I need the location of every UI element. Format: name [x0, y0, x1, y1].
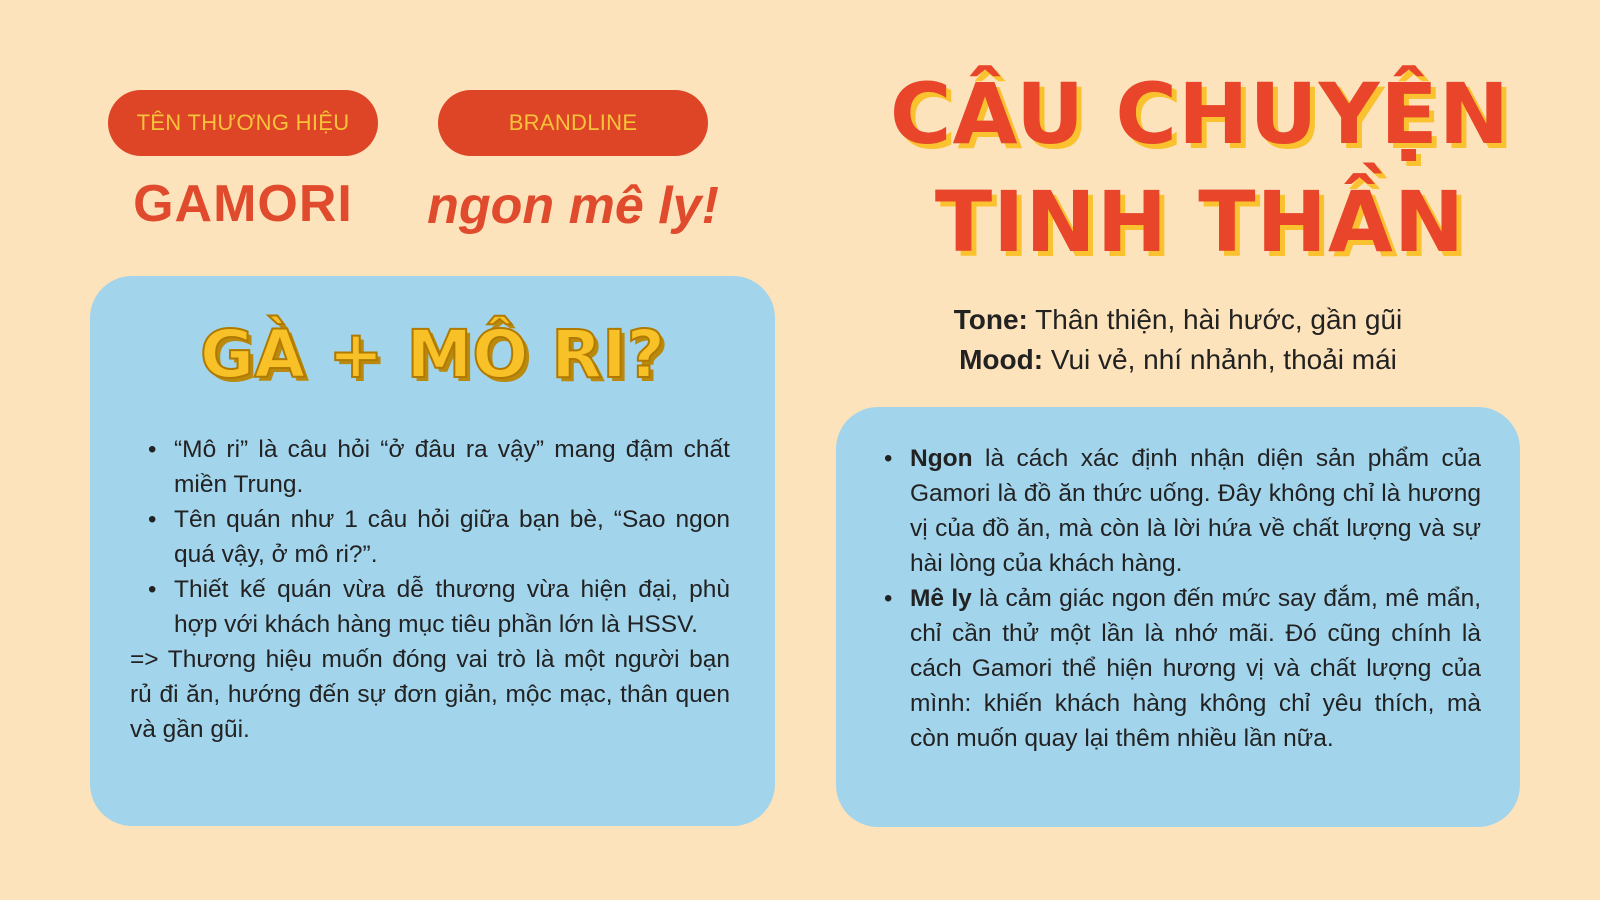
name-origin-list	[130, 432, 730, 642]
mood-value: Vui vẻ, nhí nhảnh, thoải mái	[1043, 344, 1397, 375]
brandline-meaning-list	[866, 441, 1481, 756]
story-title-line-2: TINH THẦN	[934, 173, 1466, 271]
term-me-ly-text: là cảm giác ngon đến mức say đắm, mê mẩn, chỉ cần thử một lần là nhớ mãi. Đó cũng chính là cách Gamori thể hiện hương vị và chất lượng của mình: khiến khách hàng không chỉ yêu thích, mà còn muốn quay lại thêm nhiều lần nữa.	[910, 585, 1481, 752]
mood-label: Mood:	[959, 344, 1044, 375]
name-origin-title: GÀ + MÔ RI?	[200, 316, 665, 393]
list-item: • Tên quán như 1 câu hỏi giữa bạn bè, “Sao ngon quá vậy, ở mô ri?”.	[130, 502, 730, 572]
tone-value: Thân thiện, hài hước, gần gũi	[1027, 304, 1403, 335]
brand-name-badge: TÊN THƯƠNG HIỆU	[108, 90, 378, 156]
tone-line	[836, 300, 1520, 340]
mood-line	[836, 340, 1520, 380]
name-origin-conclusion: => Thương hiệu muốn đóng vai trò là một người bạn rủ đi ăn, hướng đến sự đơn giản, mộc mạc, thân quen và gần gũi.	[130, 646, 730, 743]
list-item: • Thiết kế quán vừa dễ thương vừa hiện đại, phù hợp với khách hàng mục tiêu phần lớn là HSSV.	[130, 572, 730, 642]
brandline-badge: BRANDLINE	[438, 90, 708, 156]
tone-mood-block	[836, 300, 1520, 380]
term-me-ly: Mê ly	[910, 585, 972, 612]
list-item	[866, 581, 1481, 756]
story-title	[840, 60, 1560, 276]
term-ngon: Ngon	[910, 445, 973, 472]
list-item: • “Mô ri” là câu hỏi “ở đâu ra vậy” mang đậm chất miền Trung.	[130, 432, 730, 502]
tone-label: Tone:	[953, 304, 1028, 335]
list-item	[866, 441, 1481, 581]
story-title-line-1: CÂU CHUYỆN	[889, 65, 1511, 163]
term-ngon-text: là cách xác định nhận diện sản phẩm của Gamori là đồ ăn thức uống. Đây không chỉ là hương vị của đồ ăn, mà còn là lời hứa về chất lượng và sự hài lòng của khách hàng.	[910, 445, 1481, 577]
brandline-value: ngon mê ly!	[427, 177, 719, 235]
brand-name-value: GAMORI	[133, 175, 353, 233]
brandline-meaning-card	[836, 407, 1520, 827]
name-origin-card	[90, 276, 775, 826]
